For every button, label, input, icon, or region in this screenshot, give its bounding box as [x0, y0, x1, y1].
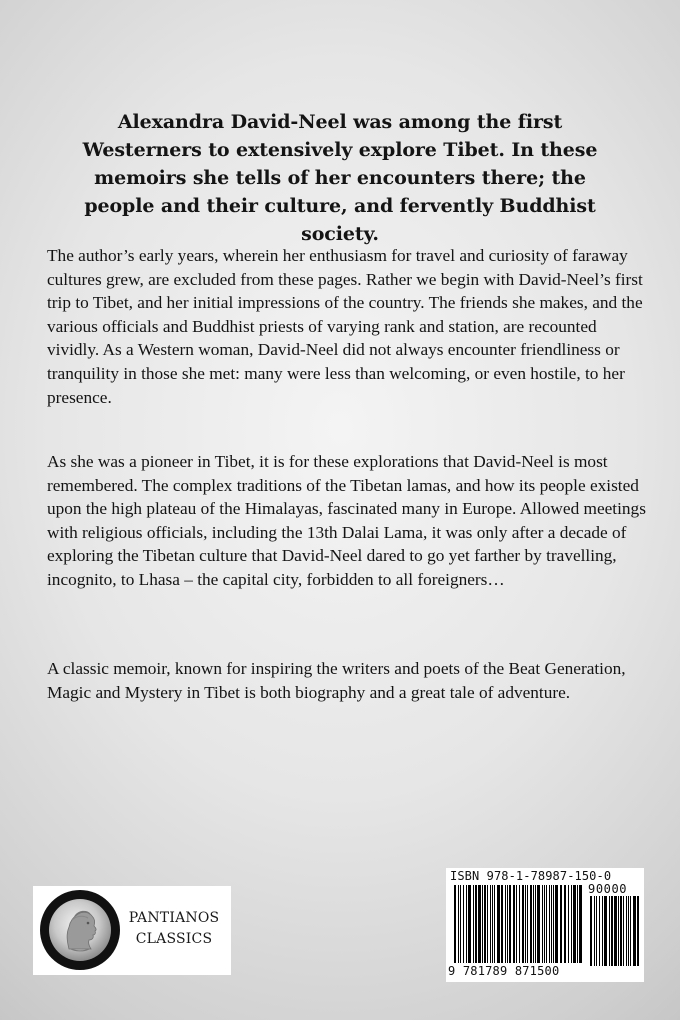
- isbn-label: ISBN 978-1-78987-150-0: [450, 869, 612, 883]
- isbn-barcode: [446, 868, 644, 982]
- ean-digits: 9 781789 871500: [448, 964, 560, 978]
- blurb-paragraph-2: As she was a pioneer in Tibet, it is for these explorations that David-Neel is most remembered. The complex traditions of the Tibetan lamas, and how its people existed upon the high plateau of the Himalayas, fascinated many in Europe. Allowed meetings with religious officials, including the 13th Dalai Lama, it was only after a decade of exploring the Tibetan culture that David-Neel dared to go yet farther by travelling, incognito, to Lhasa – the capital city, forbidden to all foreigners…: [47, 452, 646, 589]
- blurb-paragraph-3: A classic memoir, known for inspiring the writers and poets of the Beat Generation, Magic and Mystery in Tibet is both biography and a great tale of adventure.: [47, 659, 626, 702]
- coin-profile-medallion-icon: [39, 889, 121, 971]
- publisher-name-line2: CLASSICS: [135, 931, 213, 947]
- publisher-name-line1: PANTIANOS: [128, 910, 220, 926]
- barcode-price-code: 90000: [588, 882, 628, 896]
- cover-lead-blurb: Alexandra David-Neel was among the first Westerners to extensively explore Tibet. In these memoirs she tells of her encounters there; the people and their culture, and fervently Buddhist society.: [82, 111, 598, 245]
- publisher-logo: [33, 886, 231, 975]
- blurb-paragraph-1: The author’s early years, wherein her enthusiasm for travel and curiosity of faraway cultures grew, are excluded from these pages. Rather we begin with David-Neel’s first trip to Tibet, and her initial impressions of the country. The friends she makes, and the various officials and Buddhist priests of varying rank and station, are recounted vividly. As a Western woman, David-Neel did not always encounter friendliness or tranquility in those she met: many were less than welcoming, or even hostile, to her presence.: [47, 246, 643, 407]
